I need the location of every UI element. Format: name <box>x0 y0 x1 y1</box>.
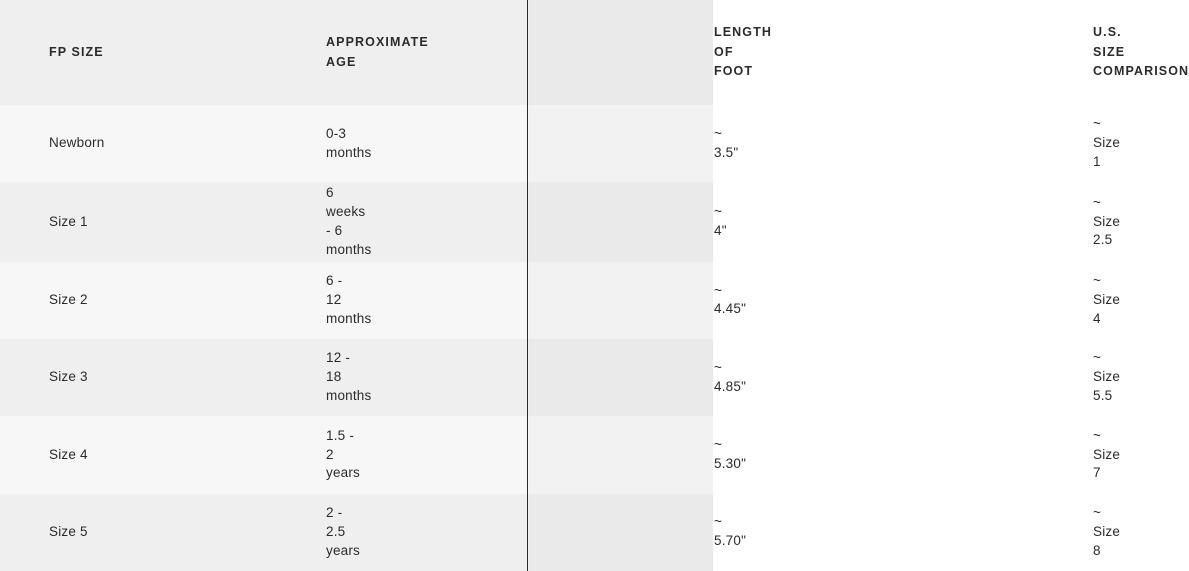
cell-us-size-comparison: ~ Size 5.5 <box>529 339 713 416</box>
table-row <box>0 262 713 339</box>
table-row <box>0 416 713 493</box>
table-row <box>0 105 713 182</box>
cell-approximate-age: 6 weeks - 6 months <box>163 182 357 261</box>
cell-fp-size: Newborn <box>0 105 163 182</box>
vertical-divider <box>527 0 528 571</box>
column-header-approximate-age: APPROXIMATE AGE <box>163 0 357 105</box>
cell-fp-size: Size 5 <box>0 494 163 571</box>
cell-fp-size: Size 2 <box>0 262 163 339</box>
cell-approximate-age: 2 - 2.5 years <box>163 494 357 571</box>
column-header-length-of-foot: LENGTH OF FOOT <box>357 0 529 105</box>
cell-length-of-foot: ~ 4" <box>357 182 529 261</box>
cell-approximate-age: 0-3 months <box>163 105 357 182</box>
cell-length-of-foot: ~ 4.85" <box>357 339 529 416</box>
cell-us-size-comparison: ~ Size 1 <box>529 105 713 182</box>
cell-us-size-comparison: ~ Size 8 <box>529 494 713 571</box>
cell-us-size-comparison: ~ Size 2.5 <box>529 182 713 261</box>
column-header-us-size-comparison: U.S. SIZE COMPARISON <box>529 0 713 105</box>
cell-fp-size: Size 3 <box>0 339 163 416</box>
cell-fp-size: Size 1 <box>0 182 163 261</box>
column-header-fp-size: FP SIZE <box>0 0 163 105</box>
table-body <box>0 105 1121 571</box>
cell-approximate-age: 1.5 - 2 years <box>163 416 357 493</box>
cell-length-of-foot: ~ 3.5" <box>357 105 529 182</box>
table-row <box>0 339 713 416</box>
table-row <box>0 494 713 571</box>
table-header <box>0 0 1189 105</box>
cell-length-of-foot: ~ 5.30" <box>357 416 529 493</box>
cell-length-of-foot: ~ 5.70" <box>357 494 529 571</box>
cell-length-of-foot: ~ 4.45" <box>357 262 529 339</box>
cell-approximate-age: 6 - 12 months <box>163 262 357 339</box>
cell-us-size-comparison: ~ Size 4 <box>529 262 713 339</box>
cell-approximate-age: 12 - 18 months <box>163 339 357 416</box>
cell-us-size-comparison: ~ Size 7 <box>529 416 713 493</box>
table-header-row <box>0 0 713 105</box>
table-row <box>0 182 713 261</box>
cell-fp-size: Size 4 <box>0 416 163 493</box>
